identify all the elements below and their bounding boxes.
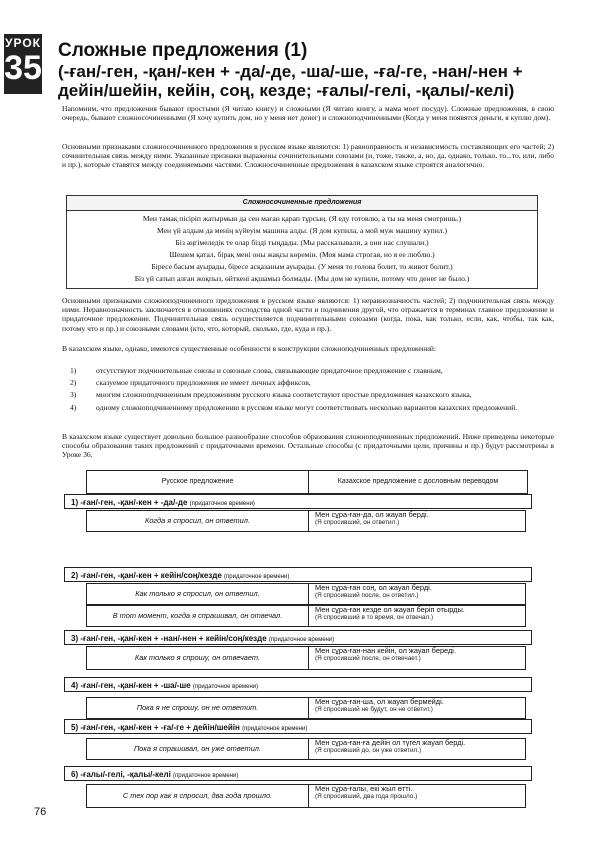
features-list [70, 366, 554, 412]
compound-example: Біз әңгімеледік те олар бізді тыңдады. (Мы рассказывали, а они нас слушали.) [175, 238, 429, 247]
kz-sentence: Мен сұра-ған-ша, ол жауап бермейді. (Я спросивший не будут, он не ответит.) [315, 697, 444, 713]
table-row [86, 738, 526, 760]
list-item: 1) отсутствуют подчинительные союзы и союзные слова, связывающие придаточное предложение с главным, [70, 366, 443, 375]
kz-sentence: Мен сұра-ған соң, ол жауап берді. (Я спросивший после, он ответил.) [315, 583, 432, 599]
table-row [86, 510, 526, 532]
ru-sentence: Как только я спросил, он ответил. [87, 584, 309, 604]
ru-sentence: С тех пор как я спросил, два года прошло. [87, 785, 309, 807]
ru-sentence: Как только я спрошу, он отвечает. [87, 647, 309, 669]
lesson-badge [4, 34, 42, 94]
lesson-number: 35 [4, 49, 42, 87]
page-number: 76 [34, 806, 47, 818]
pattern-header-4: 4) -ған/-ген, -қан/-кен + -ша/-ше (придаточное времени) [64, 677, 532, 692]
ru-sentence: Пока я спрашивал, он уже ответил. [87, 739, 309, 759]
kz-sentence: Мен сұра-ған-ға дейін ол түгел жауап берді. (Я спросивший до, он уже ответил.) [315, 738, 466, 754]
compound-example: Біз үй сатып алған жоқпыз, өйткені ақшамыз болмады. (Мы дом не купили, потому что денег не было.) [134, 274, 470, 283]
pattern-header-5: 5) -ған/-ген, -қан/-кен + -ға/-ге + дейін/шейін (придаточное времени) [64, 719, 532, 734]
table-row [86, 646, 526, 670]
table-row [86, 605, 526, 627]
kazakh-features-intro: В казахском языке, однако, имеются существенные особенности в конструкции сложноподчиненных предложений: [62, 344, 437, 353]
list-item: 4) одному сложноподчиненному предложению в русском языке могут соответствовать несколько вариантов казахских предложений. [70, 402, 518, 412]
compound-example: Мен үй алдым да менің күйеуім машина алды. (Я дом купила, а мой муж машину купил.) [157, 226, 447, 235]
list-item: 3) многим сложноподчиненным предложениям русского языка соответствуют простые предложения казахского языка, [70, 390, 472, 400]
ru-sentence: Пока я не спрошу, он не ответит. [87, 698, 309, 718]
compound-examples-box [66, 195, 538, 289]
pattern-header-6: 6) -ғалы/-гелі, -қалы/-келі (придаточное времени) [64, 766, 532, 781]
title-line-3: дейін/шейін, кейін, соң, кезде; -ғалы/-гелі, -қалы/-келі) [58, 81, 515, 100]
col-kz-header: Казахское предложение с дословным переводом [337, 478, 499, 485]
list-item: 2) сказуемое придаточного предложения не имеет личных аффиксов, [70, 378, 311, 388]
compound-paragraph: Основными признаками сложносочиненного предложения в русском языке являются: 1) равноправность и независимость составляющих его частей; 2) сочинительная связь между ними. Указанные признаки выражены сочинительными союзами (и, тоже, также, а, но, да, однако, только, то...то, или, либо и пр.), которые ставятся между соединяемыми частями. Сложносочиненные предложения в казахском языке строятся аналогично. [62, 142, 554, 170]
ru-sentence: Когда я спросил, он ответил. [87, 511, 309, 531]
page-title [58, 40, 578, 100]
variety-paragraph: В казахском языке существует довольно большое разнообразие способов образования сложноподчиненных предложений. Ниже приведены некоторые способы образования таких предложений с придаточными времени. Остальные способы (с придаточными цели, причины и пр.) будут рассмотрены в Уроке 36. [62, 432, 554, 460]
title-line-2: (-ған/-ген, -қан/-кен + -да/-де, -ша/-ше, -ға/-ге, -нан/-нен + [58, 62, 523, 81]
kz-sentence: Мен сұра-ған кезде ол жауап беріп отырды. (Я спросивший в то время, он отвечал.) [315, 605, 465, 621]
table-row [86, 583, 526, 605]
lesson-label: УРОК [5, 36, 41, 50]
complex-paragraph: Основными признаками сложноподчиненного предложения в русском языке являются: 1) неравнозначность частей; 2) подчинительная связь между ними. Неравнозначность заключается в отношениях господства одной части и подчинения другой, что отражается в терминах главное предложение и придаточное предложение. Подчинительная связь осуществляется подчинительными союзами (когда, пока, как только, если, как, чтобы, так как, потому что и пр.) и союзными словами (кто, что, который, сколько, где, куда и пр.). [62, 296, 554, 333]
table-row [86, 697, 526, 719]
kz-sentence: Мен сұра-ған-да, ол жауап берді. (Я спросивший, он ответил.) [315, 510, 429, 526]
compound-example: Біресе басым ауырады, біресе асқазаным ауырады. (У меня то голова болит, то живот болит.) [151, 262, 453, 271]
compound-box-header: Сложносочиненные предложения [67, 196, 537, 211]
kz-sentence: Мен сұра-ған-нан кейін, ол жауап береді. (Я спросивший после, он отвечает.) [315, 646, 457, 662]
title-line-1: Сложные предложения (1) [58, 40, 308, 61]
intro-paragraph: Напомним, что предложения бывают простыми (Я читаю книгу) и сложными (Я читаю книгу, а мама моет посуду). Сложные предложения, в свою очередь, бывают сложносочиненными (Я хочу купить дом, но у меня нет денег) и сложноподчиненными (Когда у меня появятся деньги, я куплю дом). [62, 104, 554, 123]
kz-sentence: Мен сұра-ғалы, екі жыл өтті. (Я спросивший, два года прошло.) [315, 784, 418, 800]
ru-sentence: В тот момент, когда я спрашивал, он отвечал. [87, 606, 309, 626]
pattern-header-1: 1) -ған/-ген, -қан/-кен + -да/-де (придаточное времени) [64, 494, 532, 509]
table-row [86, 784, 526, 808]
col-ru-header: Русское предложение [87, 471, 309, 493]
table-header [86, 470, 528, 494]
compound-example: Шешем қатал, бірақ мені оны жақсы көремін. (Моя мама строгая, но я ее люблю.) [169, 250, 435, 259]
pattern-header-2: 2) -ған/-ген, -қан/-кен + кейін/соң/кезде (придаточное времени) [64, 567, 532, 582]
pattern-header-3: 3) -ған/-ген, -қан/-кен + -нан/-нен + кейін/соң/кезде (придаточное времени) [64, 630, 532, 645]
compound-example: Мен тамақ пісіріп жатырмын да сен маған қарап тұрсың. (Я еду готовлю, а ты на меня смотришь.) [142, 214, 462, 223]
